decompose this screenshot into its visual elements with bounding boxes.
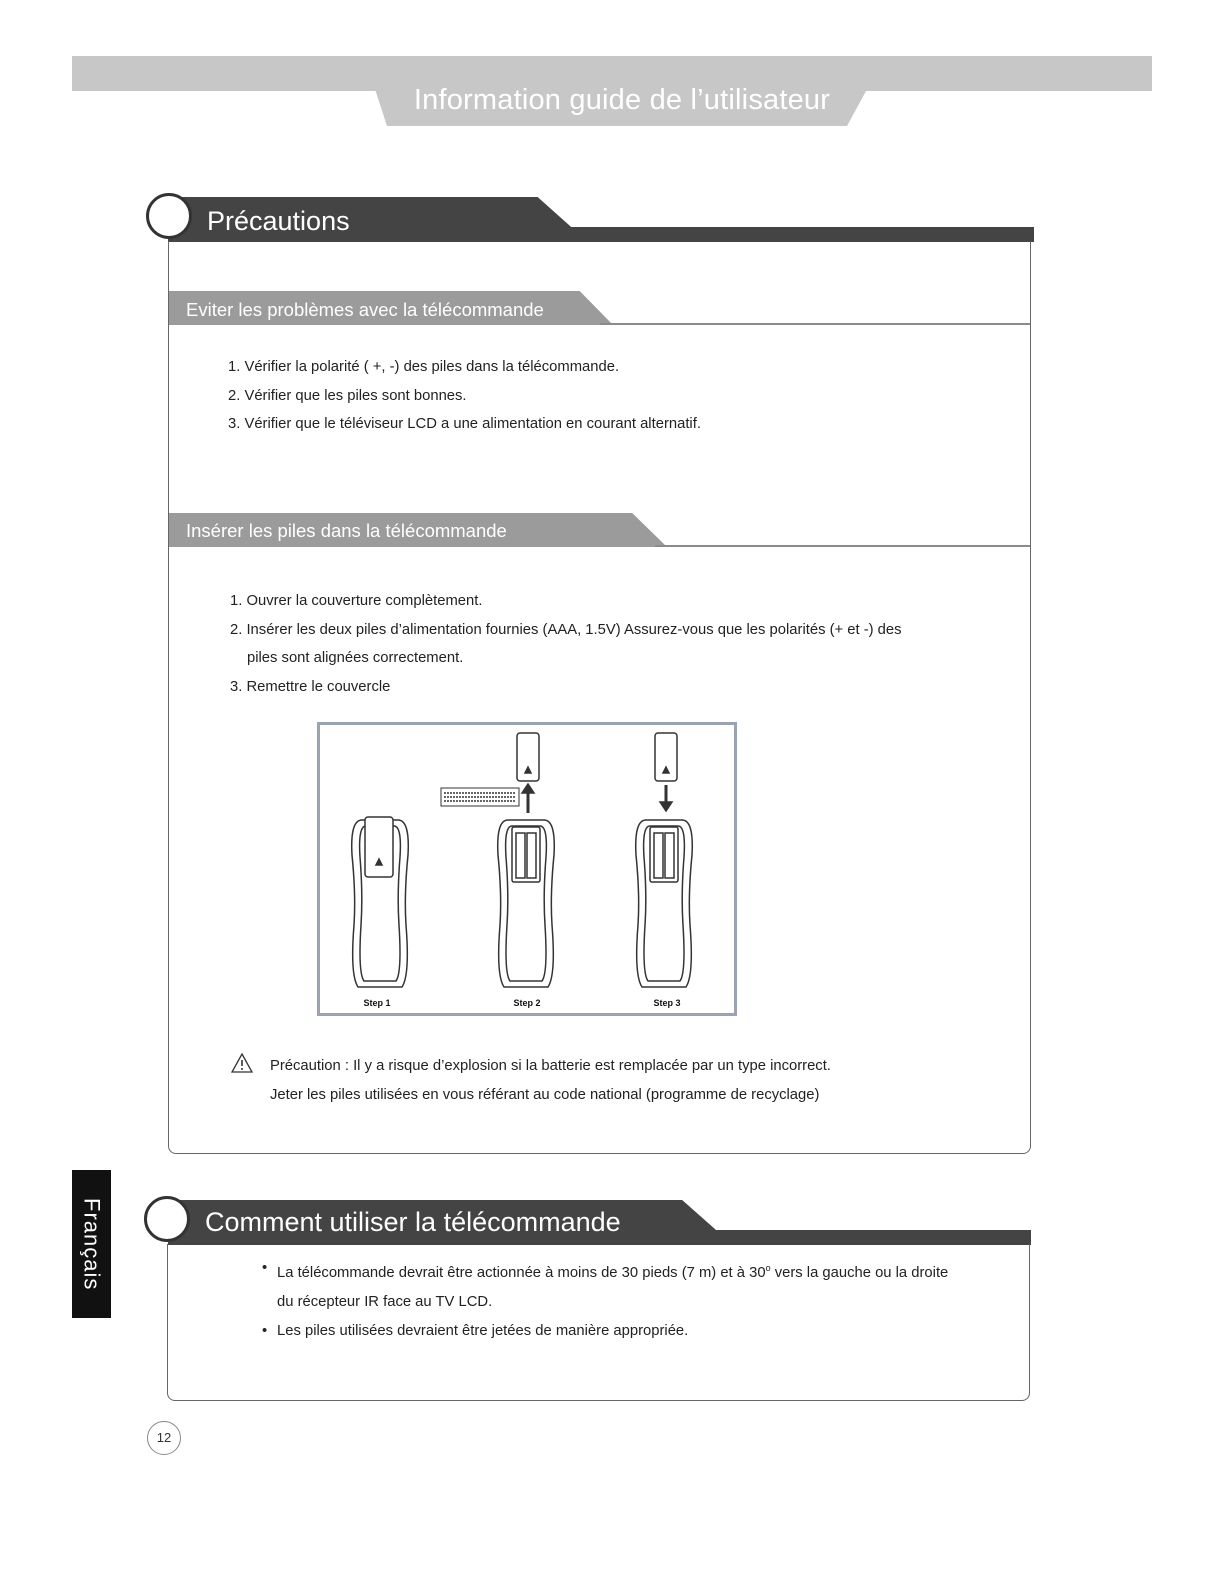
warning-line-2: Jeter les piles utilisées en vous référant au code national (programme de recyclage): [270, 1087, 820, 1103]
page-number: 12: [147, 1421, 181, 1455]
remote-problems-list: [228, 353, 701, 439]
remote-steps-drawing: [320, 725, 734, 1013]
warning-line-1: Précaution : Il y a risque d’explosion si la batterie est remplacée par un type incorrect.: [270, 1058, 831, 1074]
precautions-circle-icon: [146, 193, 192, 239]
list-item: • Les piles utilisées devraient être jetées de manière appropriée.: [262, 1317, 962, 1346]
warning-text: [270, 1052, 831, 1110]
precautions-header-line: [560, 227, 1034, 242]
remote-step-3-icon: [636, 733, 693, 987]
list-item: 3. Vérifier que le téléviseur LCD a une alimentation en courant alternatif.: [228, 416, 701, 432]
insert-batteries-heading-line: [655, 545, 1030, 547]
usage-bullet-list: [262, 1254, 962, 1346]
remote-step-1-icon: [352, 817, 409, 987]
list-item: 3. Remettre le couvercle: [230, 678, 391, 695]
remote-problems-heading: Eviter les problèmes avec la télécommande: [186, 299, 544, 320]
step-2-label: Step 2: [513, 998, 541, 1008]
usage-header-line: [715, 1230, 1031, 1245]
step-3-label: Step 3: [653, 998, 681, 1008]
warning-triangle-icon: [231, 1053, 253, 1073]
list-item: 2. Insérer les deux piles d’alimentation fournies (AAA, 1.5V) Assurez-vous que les polarités (+ et -) des: [230, 621, 902, 638]
page-header-title: Information guide de l’utilisateur: [413, 84, 831, 116]
battery-insertion-illustration: [317, 722, 737, 1016]
list-item: piles sont alignées correctement.: [247, 650, 464, 666]
insert-batteries-heading: Insérer les piles dans la télécommande: [186, 520, 507, 541]
remote-step-2-icon: [441, 733, 554, 987]
usage-title: Comment utiliser la télécommande: [205, 1207, 621, 1237]
remote-problems-heading-line: [600, 323, 1030, 325]
usage-circle-icon: [144, 1196, 190, 1242]
insert-batteries-list: [230, 587, 902, 701]
step-1-label: Step 1: [363, 998, 391, 1008]
precautions-title: Précautions: [207, 206, 350, 236]
list-item: 1. Vérifier la polarité ( +, -) des piles dans la télécommande.: [228, 359, 620, 375]
list-item: • La télécommande devrait être actionnée à moins de 30 pieds (7 m) et à 30$^o$ vers la gauche ou la droite du récepteur IR face au TV LCD.: [262, 1254, 962, 1317]
language-tab: Français: [79, 1197, 105, 1291]
list-item: 1. Ouvrer la couverture complètement.: [230, 593, 483, 609]
list-item: 2. Vérifier que les piles sont bonnes.: [228, 387, 467, 404]
